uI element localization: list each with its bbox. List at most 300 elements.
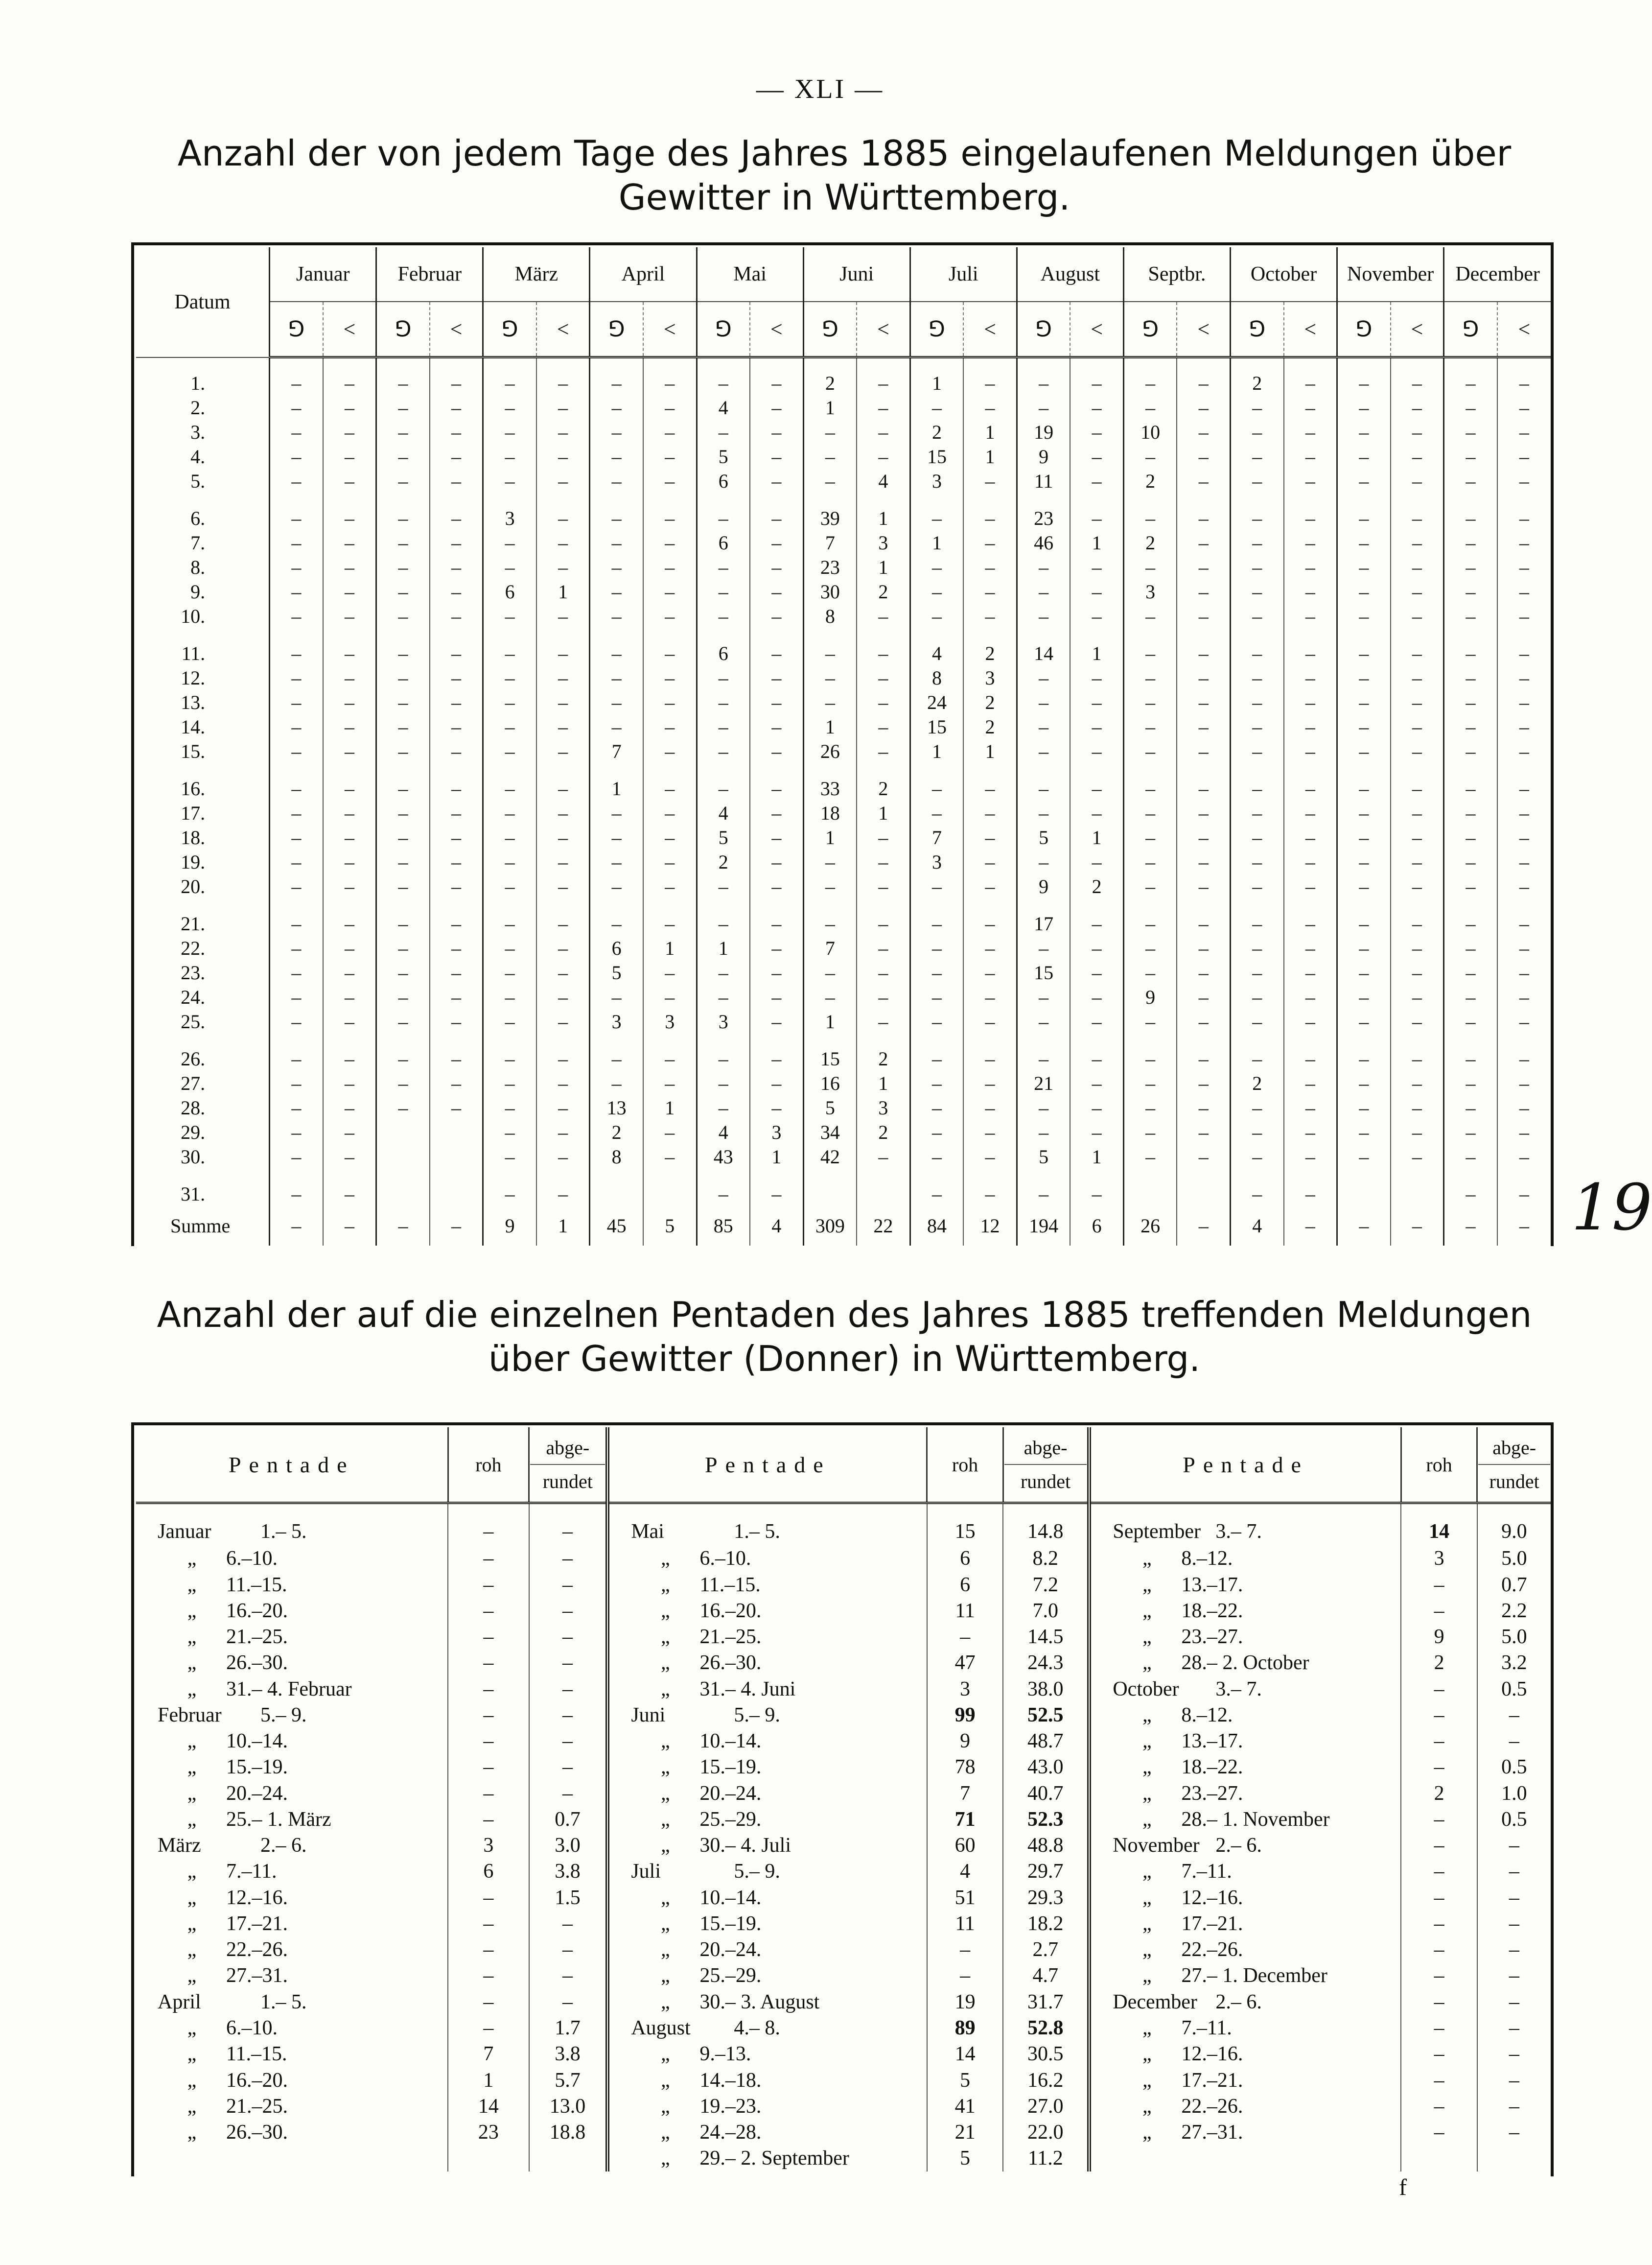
day-range: 6.–10.: [699, 1547, 751, 1570]
count-cell: –: [910, 801, 963, 826]
month-name: „: [1142, 2043, 1152, 2066]
count-cell: –: [1391, 469, 1444, 494]
pentade-row: [136, 1989, 1551, 2015]
count-cell: –: [536, 506, 590, 531]
count-cell: –: [750, 1071, 803, 1096]
day-label: 29.: [136, 1120, 270, 1145]
count-cell: –: [1497, 531, 1551, 555]
count-cell: –: [1284, 801, 1337, 826]
count-cell: –: [1017, 666, 1070, 690]
rounded-value: –: [1477, 2015, 1551, 2041]
signature-mark: f: [1399, 2174, 1407, 2200]
day-range: 2.– 6.: [260, 1834, 307, 1857]
day-row: [136, 371, 1551, 396]
pentade-label: [607, 1572, 927, 1598]
pentade-label: [136, 1624, 448, 1650]
rounded-value: [529, 2146, 608, 2171]
pentade-row: [136, 1806, 1551, 1832]
count-cell: –: [857, 715, 910, 739]
count-cell: –: [803, 961, 857, 985]
count-cell: –: [1123, 666, 1177, 690]
day-range: 11.–15.: [699, 1573, 761, 1596]
day-row: [136, 912, 1551, 936]
count-cell: –: [750, 445, 803, 469]
count-cell: –: [803, 850, 857, 874]
count-cell: 5: [803, 1096, 857, 1120]
count-cell: –: [1391, 555, 1444, 580]
rounded-header-line2: rundet: [530, 1464, 605, 1493]
count-cell: –: [643, 1120, 697, 1145]
pentade-label: [1089, 2067, 1401, 2093]
pentade-label: [607, 1702, 927, 1728]
rounded-value: –: [529, 1989, 608, 2015]
count-cell: –: [750, 850, 803, 874]
count-cell: –: [963, 531, 1017, 555]
count-cell: 1: [963, 420, 1017, 445]
month-name: „: [660, 2095, 670, 2118]
count-cell: 5: [643, 1206, 697, 1246]
count-cell: –: [1177, 555, 1230, 580]
count-cell: –: [430, 371, 483, 396]
count-cell: –: [1070, 396, 1123, 420]
rounded-value: 3.2: [1477, 1650, 1551, 1676]
rounded-value: 27.0: [1003, 2093, 1089, 2119]
pentade-label: [136, 1728, 448, 1754]
roh-value: –: [1401, 1885, 1477, 1911]
count-cell: –: [1177, 912, 1230, 936]
count-cell: –: [910, 874, 963, 899]
day-row: [136, 506, 1551, 531]
pentade-label: [607, 2146, 927, 2171]
count-cell: –: [1017, 396, 1070, 420]
roh-value: –: [448, 1702, 529, 1728]
pentade-row: [136, 2015, 1551, 2041]
count-cell: 5: [697, 445, 750, 469]
count-cell: –: [1284, 1010, 1337, 1034]
month-name: „: [660, 1834, 670, 1857]
month-header: Mai: [697, 247, 803, 302]
count-cell: –: [963, 850, 1017, 874]
count-cell: –: [697, 715, 750, 739]
spacer-row: [136, 1169, 1551, 1182]
daily-reports-table: [136, 247, 1551, 1246]
pentade-label: [607, 1650, 927, 1676]
count-cell: –: [750, 1182, 803, 1206]
count-cell: –: [430, 469, 483, 494]
pentade-row: [136, 1650, 1551, 1676]
count-cell: –: [376, 912, 430, 936]
count-cell: –: [430, 445, 483, 469]
count-cell: –: [430, 912, 483, 936]
count-cell: –: [910, 555, 963, 580]
count-cell: –: [1444, 445, 1497, 469]
count-cell: 7: [910, 826, 963, 850]
count-cell: –: [1017, 371, 1070, 396]
roh-value: 15: [927, 1503, 1003, 1546]
count-cell: 3: [483, 506, 536, 531]
rounded-value: 9.0: [1477, 1503, 1551, 1546]
count-cell: [1337, 1182, 1391, 1206]
count-cell: –: [1231, 1145, 1284, 1169]
month-name: „: [187, 1573, 197, 1596]
month-name: „: [1142, 1912, 1152, 1935]
count-cell: –: [1070, 936, 1123, 961]
count-cell: –: [643, 1145, 697, 1169]
count-cell: –: [1070, 580, 1123, 604]
month-name: „: [187, 1677, 197, 1700]
count-cell: –: [1017, 1047, 1070, 1071]
roh-value: 7: [448, 2041, 529, 2067]
count-cell: –: [1177, 506, 1230, 531]
month-name: „: [660, 1652, 670, 1675]
day-range: 25.–29.: [699, 1808, 762, 1831]
day-row: [136, 445, 1551, 469]
count-cell: –: [1337, 1071, 1391, 1096]
count-cell: [1177, 1182, 1230, 1206]
count-cell: –: [323, 1182, 376, 1206]
count-cell: –: [1284, 1206, 1337, 1246]
rounded-header-line1: abge-: [1492, 1437, 1536, 1459]
count-cell: [430, 1120, 483, 1145]
count-cell: –: [1391, 985, 1444, 1010]
count-cell: –: [1497, 850, 1551, 874]
count-cell: –: [910, 912, 963, 936]
count-cell: –: [1444, 641, 1497, 666]
count-cell: –: [857, 690, 910, 715]
day-range: 23.–27.: [1181, 1782, 1243, 1805]
count-cell: –: [697, 961, 750, 985]
count-cell: –: [323, 936, 376, 961]
rounded-value: 2.7: [1003, 1937, 1089, 1963]
count-cell: –: [1284, 1096, 1337, 1120]
count-cell: –: [430, 961, 483, 985]
lightning-sign: ⅁: [1337, 302, 1391, 357]
roh-value: –: [1401, 2119, 1477, 2145]
count-cell: –: [1231, 396, 1284, 420]
count-cell: –: [1284, 1182, 1337, 1206]
count-cell: –: [483, 912, 536, 936]
month-name: „: [660, 1730, 670, 1753]
month-name: „: [187, 2095, 197, 2118]
count-cell: –: [963, 1096, 1017, 1120]
rounded-value: 29.7: [1003, 1859, 1089, 1885]
count-cell: –: [750, 777, 803, 801]
lightning-sign: ⅁: [483, 302, 536, 357]
count-cell: –: [1070, 912, 1123, 936]
month-name: „: [660, 1547, 670, 1570]
month-name: „: [660, 1782, 670, 1805]
count-cell: –: [376, 396, 430, 420]
count-cell: –: [1497, 371, 1551, 396]
count-cell: 2: [1123, 469, 1177, 494]
day-range: 31.– 4. Februar: [226, 1677, 352, 1700]
count-cell: 2: [697, 850, 750, 874]
day-row: [136, 850, 1551, 874]
count-cell: –: [1070, 715, 1123, 739]
count-cell: –: [1231, 555, 1284, 580]
count-cell: –: [697, 739, 750, 764]
roh-value: 14: [448, 2093, 529, 2119]
count-cell: –: [1070, 506, 1123, 531]
rounded-value: 0.5: [1477, 1806, 1551, 1832]
count-cell: –: [750, 604, 803, 629]
month-name: „: [1142, 1782, 1152, 1805]
roh-value: 21: [927, 2119, 1003, 2145]
count-cell: –: [643, 1071, 697, 1096]
count-cell: –: [270, 666, 323, 690]
rounded-value: –: [529, 1546, 608, 1572]
count-cell: –: [270, 531, 323, 555]
pentade-label: [136, 1650, 448, 1676]
rounded-value: 7.0: [1003, 1598, 1089, 1624]
spacer-row: [136, 764, 1551, 777]
month-name: „: [1142, 2069, 1152, 2092]
count-cell: –: [1444, 420, 1497, 445]
count-cell: –: [857, 666, 910, 690]
count-cell: 2: [803, 371, 857, 396]
roh-value: 19: [927, 1989, 1003, 2015]
count-cell: –: [590, 604, 643, 629]
count-cell: 1: [857, 1071, 910, 1096]
count-cell: –: [590, 396, 643, 420]
count-cell: 3: [857, 531, 910, 555]
rounded-value: –: [529, 1728, 608, 1754]
count-cell: –: [483, 666, 536, 690]
rounded-header: [529, 1427, 608, 1503]
rounded-header-line2: rundet: [1004, 1464, 1087, 1493]
count-cell: –: [750, 961, 803, 985]
count-cell: 8: [590, 1145, 643, 1169]
count-cell: –: [963, 1010, 1017, 1034]
count-cell: –: [963, 1145, 1017, 1169]
day-label: 4.: [136, 445, 270, 469]
count-cell: –: [1444, 1096, 1497, 1120]
day-range: 1.– 5.: [260, 1990, 307, 2013]
count-cell: –: [1231, 961, 1284, 985]
count-cell: –: [643, 961, 697, 985]
pentade-label: [136, 1598, 448, 1624]
count-cell: –: [963, 1047, 1017, 1071]
count-cell: –: [270, 604, 323, 629]
count-cell: –: [376, 936, 430, 961]
lightning-sign: ⅁: [910, 302, 963, 357]
count-cell: 18: [803, 801, 857, 826]
rounded-value: 16.2: [1003, 2067, 1089, 2093]
count-cell: –: [1284, 874, 1337, 899]
count-cell: –: [270, 420, 323, 445]
pentade-label: [1089, 1885, 1401, 1911]
count-cell: –: [376, 1096, 430, 1120]
pentade-label: [1089, 1754, 1401, 1780]
count-cell: –: [1017, 1096, 1070, 1120]
count-cell: –: [1337, 690, 1391, 715]
count-cell: –: [1177, 666, 1230, 690]
month-name: „: [660, 1573, 670, 1596]
count-cell: –: [1337, 604, 1391, 629]
count-cell: –: [1497, 396, 1551, 420]
count-cell: –: [1284, 690, 1337, 715]
count-cell: 5: [1017, 1145, 1070, 1169]
pentade-label: [136, 1546, 448, 1572]
count-cell: –: [1391, 850, 1444, 874]
count-cell: –: [536, 961, 590, 985]
count-cell: –: [1017, 1120, 1070, 1145]
month-name: „: [187, 1626, 197, 1649]
count-cell: –: [1497, 1010, 1551, 1034]
pentade-row: [136, 2067, 1551, 2093]
pentade-row: [136, 1885, 1551, 1911]
pentade-label: [607, 2015, 927, 2041]
count-cell: 2: [1123, 531, 1177, 555]
count-cell: 1: [910, 531, 963, 555]
count-cell: –: [643, 396, 697, 420]
roh-value: 1: [448, 2067, 529, 2093]
count-cell: –: [376, 850, 430, 874]
count-cell: –: [750, 396, 803, 420]
count-cell: 39: [803, 506, 857, 531]
count-cell: –: [1391, 371, 1444, 396]
count-cell: –: [803, 469, 857, 494]
count-cell: –: [1123, 371, 1177, 396]
count-cell: 1: [590, 777, 643, 801]
count-cell: –: [1231, 666, 1284, 690]
thunder-sign: <: [1284, 302, 1337, 357]
count-cell: 3: [1123, 580, 1177, 604]
count-cell: –: [963, 580, 1017, 604]
roh-value: –: [448, 1546, 529, 1572]
pentade-label: [136, 1780, 448, 1806]
sum-label: Summe: [136, 1206, 270, 1246]
count-cell: –: [536, 850, 590, 874]
count-cell: 6: [1070, 1206, 1123, 1246]
count-cell: –: [1231, 874, 1284, 899]
day-range: 10.–14.: [699, 1886, 762, 1909]
page-number: — XLI —: [756, 74, 884, 104]
count-cell: 15: [1017, 961, 1070, 985]
count-cell: –: [483, 555, 536, 580]
rounded-header: [1003, 1427, 1089, 1503]
roh-value: 41: [927, 2093, 1003, 2119]
count-cell: 42: [803, 1145, 857, 1169]
rounded-value: 24.3: [1003, 1650, 1089, 1676]
roh-value: –: [1401, 1963, 1477, 1989]
table2-title: Anzahl der auf die einzelnen Pentaden des Jahres 1885 treffenden Meldungen über Gewitter (Donner) in Württemberg.: [157, 1294, 1532, 1379]
roh-value: –: [1401, 1833, 1477, 1859]
day-range: 30.– 4. Juli: [699, 1834, 791, 1857]
count-cell: –: [1070, 1047, 1123, 1071]
count-cell: –: [323, 912, 376, 936]
count-cell: –: [1444, 1182, 1497, 1206]
count-cell: –: [1123, 801, 1177, 826]
count-cell: –: [750, 739, 803, 764]
count-cell: –: [1444, 1047, 1497, 1071]
month-name: „: [1142, 1547, 1152, 1570]
count-cell: –: [1497, 777, 1551, 801]
count-cell: –: [857, 985, 910, 1010]
count-cell: –: [1337, 1120, 1391, 1145]
count-cell: –: [376, 666, 430, 690]
count-cell: –: [1231, 1182, 1284, 1206]
count-cell: –: [1017, 1182, 1070, 1206]
day-range: 10.–14.: [226, 1730, 288, 1753]
rounded-value: –: [529, 1963, 608, 1989]
pentade-label: [136, 1503, 448, 1546]
day-range: 2.– 6.: [1215, 1834, 1262, 1857]
month-name: November: [1113, 1834, 1200, 1857]
count-cell: –: [1177, 371, 1230, 396]
count-cell: 1: [1070, 826, 1123, 850]
month-name: „: [187, 2017, 197, 2040]
day-range: 7.–11.: [226, 1860, 277, 1883]
count-cell: –: [910, 936, 963, 961]
count-cell: –: [643, 371, 697, 396]
lightning-sign: ⅁: [376, 302, 430, 357]
month-name: Juni: [631, 1703, 666, 1726]
count-cell: –: [536, 469, 590, 494]
count-cell: 16: [803, 1071, 857, 1096]
count-cell: –: [1284, 985, 1337, 1010]
day-range: 29.– 2. September: [699, 2147, 849, 2170]
count-cell: –: [376, 555, 430, 580]
roh-value: 2: [1401, 1650, 1477, 1676]
month-name: „: [187, 1860, 197, 1883]
count-cell: –: [1070, 985, 1123, 1010]
count-cell: –: [1284, 666, 1337, 690]
day-range: 1.– 5.: [734, 1520, 780, 1543]
count-cell: –: [323, 715, 376, 739]
count-cell: 3: [963, 666, 1017, 690]
count-cell: –: [270, 985, 323, 1010]
count-cell: –: [1231, 690, 1284, 715]
count-cell: –: [643, 874, 697, 899]
count-cell: –: [1497, 826, 1551, 850]
count-cell: –: [430, 1071, 483, 1096]
count-cell: –: [430, 580, 483, 604]
count-cell: –: [270, 1182, 323, 1206]
count-cell: –: [270, 1071, 323, 1096]
count-cell: –: [1123, 777, 1177, 801]
day-range: 1.– 5.: [260, 1520, 307, 1543]
count-cell: –: [1017, 936, 1070, 961]
count-cell: 23: [803, 555, 857, 580]
day-range: 12.–16.: [1181, 2043, 1243, 2066]
thunder-sign: <: [1391, 302, 1444, 357]
count-cell: 24: [910, 690, 963, 715]
rounded-value: 5.0: [1477, 1546, 1551, 1572]
day-range: 17.–21.: [226, 1912, 288, 1935]
day-row: [136, 396, 1551, 420]
day-range: 17.–21.: [1181, 2069, 1243, 2092]
pentade-label: [607, 1806, 927, 1832]
count-cell: –: [1070, 850, 1123, 874]
month-name: „: [187, 1938, 197, 1961]
count-cell: –: [1391, 1120, 1444, 1145]
day-range: 20.–24.: [226, 1782, 288, 1805]
count-cell: –: [590, 580, 643, 604]
count-cell: –: [1123, 506, 1177, 531]
count-cell: –: [857, 371, 910, 396]
count-cell: –: [1391, 506, 1444, 531]
count-cell: –: [270, 690, 323, 715]
count-cell: 15: [910, 715, 963, 739]
count-cell: –: [1123, 715, 1177, 739]
pentade-label: [1089, 2119, 1401, 2145]
day-label: 31.: [136, 1182, 270, 1206]
pentade-row: [136, 1963, 1551, 1989]
count-cell: –: [1177, 1120, 1230, 1145]
count-cell: –: [1337, 420, 1391, 445]
count-cell: –: [536, 715, 590, 739]
